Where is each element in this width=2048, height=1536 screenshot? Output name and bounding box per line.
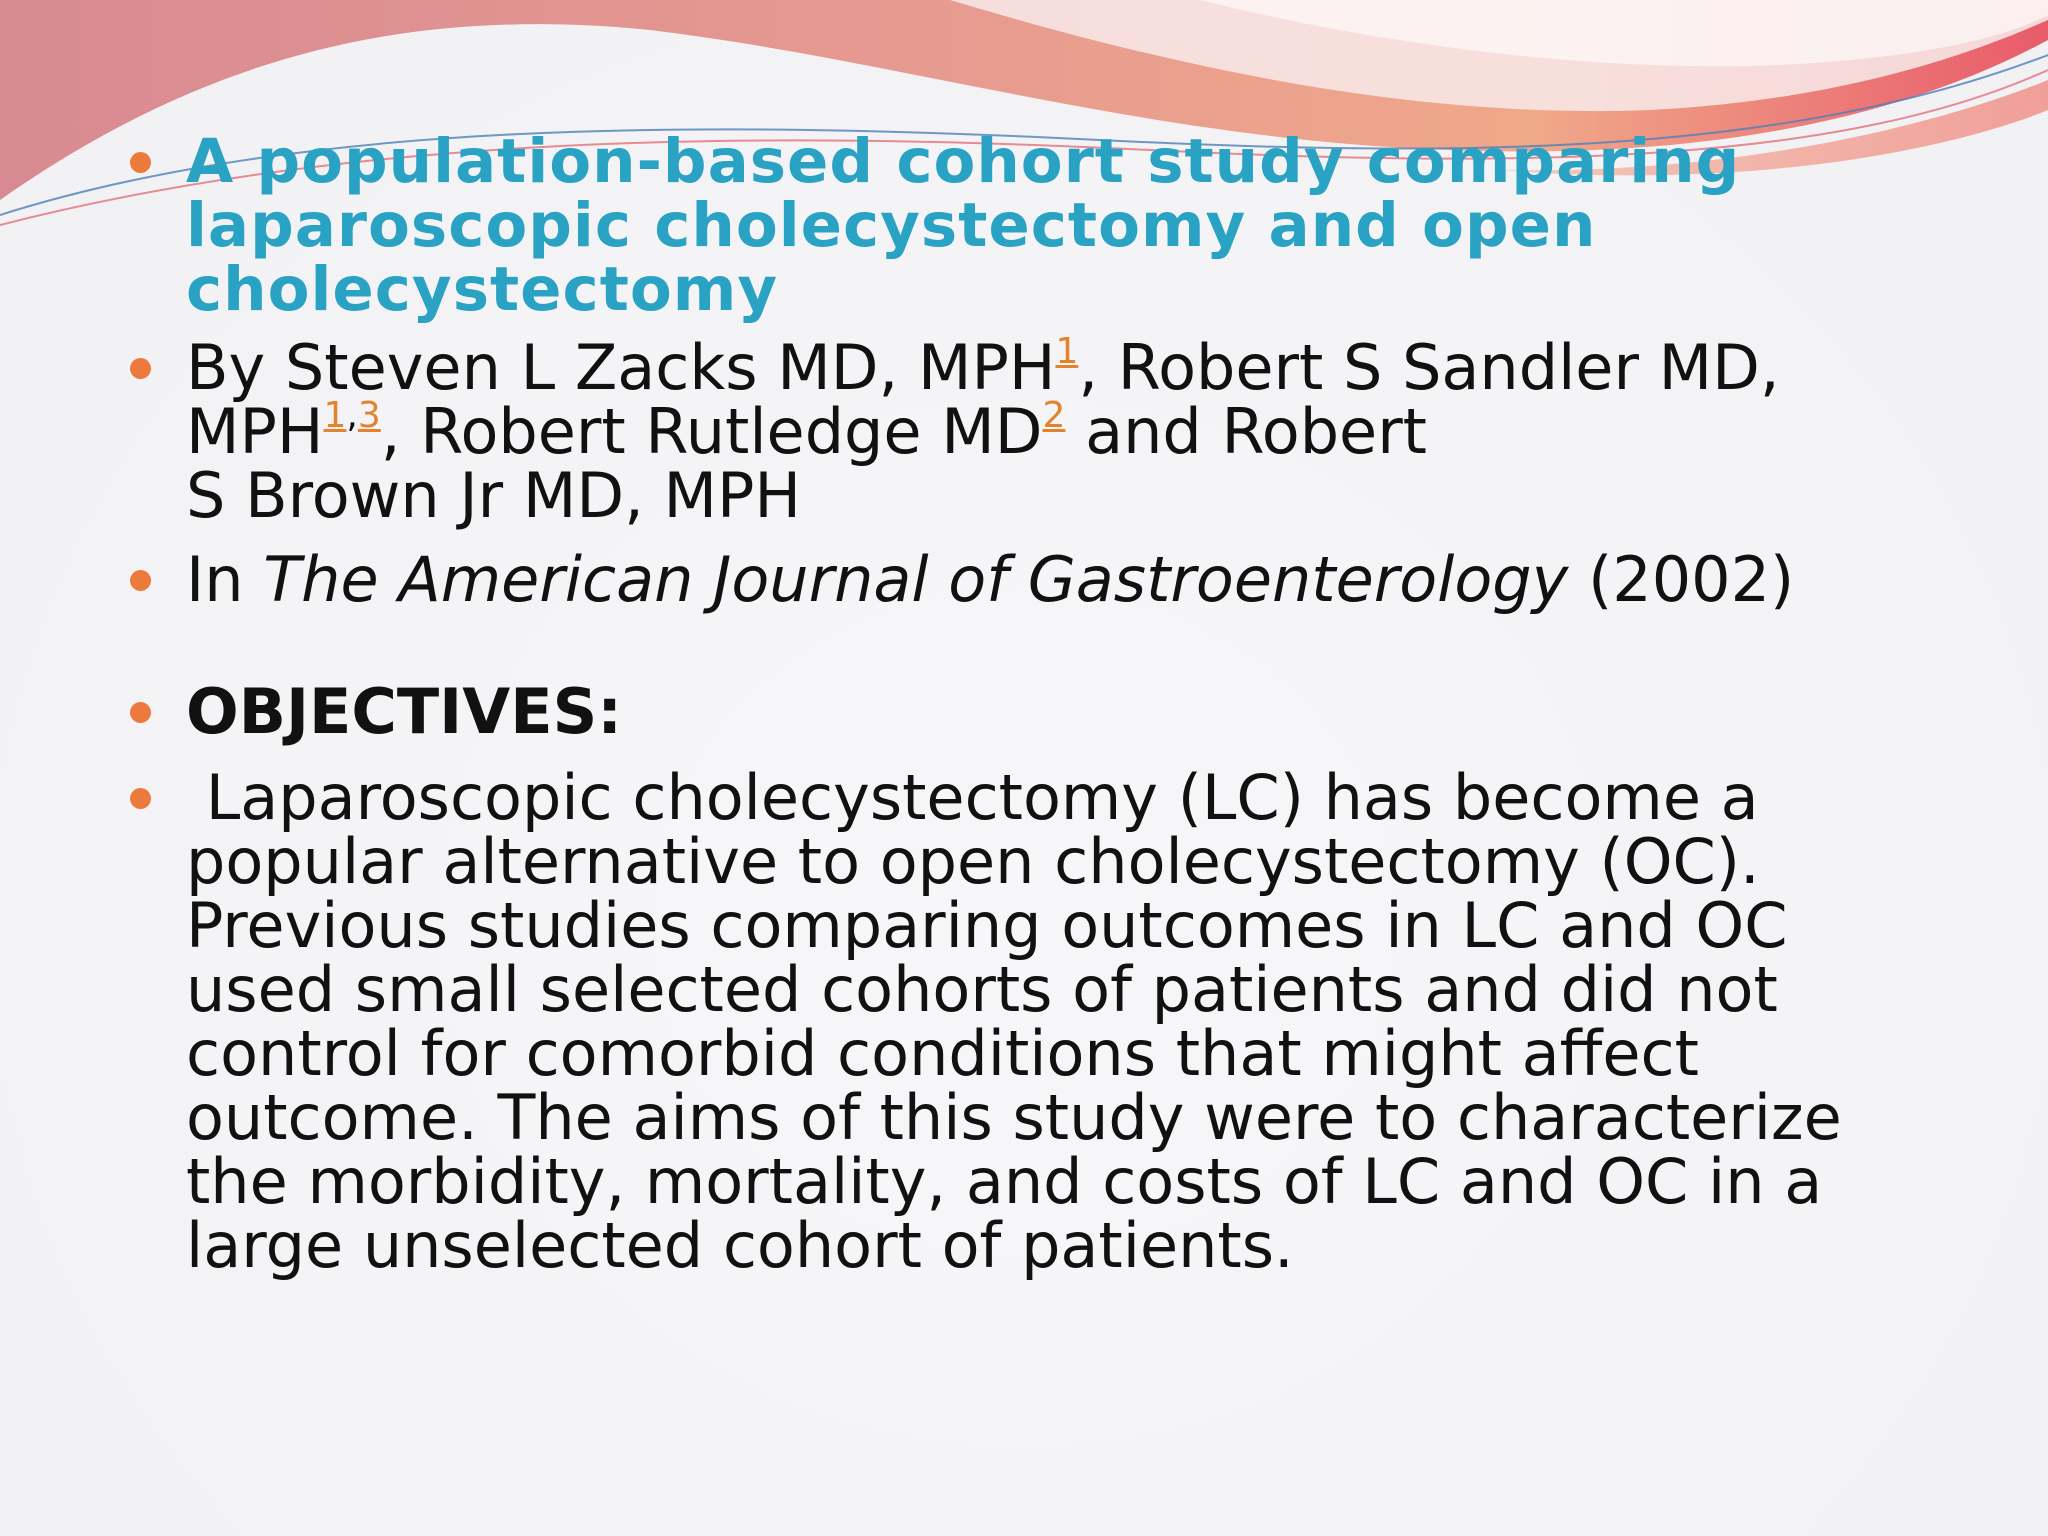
objectives-line: Previous studies comparing outcomes in LC and OC	[186, 889, 1788, 962]
bullet-dot-icon	[130, 702, 151, 723]
authors-line-1	[186, 331, 1930, 404]
objectives-heading-bullet	[130, 675, 1930, 748]
objectives-line: outcome. The aims of this study were to characterize	[186, 1081, 1842, 1154]
author-text: , Robert Rutledge MD	[380, 395, 1043, 468]
author-text: MPH	[186, 395, 324, 468]
footnote-separator: ,	[346, 395, 358, 436]
slide-content	[130, 126, 1930, 1282]
footnote-link[interactable]: 3	[357, 395, 381, 436]
objectives-line: used small selected cohorts of patients and did not	[186, 953, 1778, 1026]
journal-name: The American Journal of Gastroenterology	[263, 543, 1569, 616]
bullet-dot-icon	[130, 570, 151, 591]
authors-bullet	[130, 331, 1930, 532]
bullet-dot-icon	[130, 358, 151, 379]
objectives-line: large unselected cohort of patients.	[186, 1209, 1294, 1282]
title-line: A population-based cohort study comparing	[186, 126, 1741, 197]
authors-line-2	[186, 395, 1930, 468]
objectives-line: the morbidity, mortality, and costs of LC and OC in a	[186, 1145, 1823, 1218]
footnote-link[interactable]: 2	[1042, 395, 1066, 436]
bullet-dot-icon	[130, 788, 151, 809]
objectives-line: Laparoscopic cholecystectomy (LC) has become a	[186, 761, 1759, 834]
authors-line-3: S Brown Jr MD, MPH	[186, 459, 802, 532]
journal-bullet	[130, 543, 1930, 616]
footnote-link[interactable]: 1	[323, 395, 347, 436]
objectives-line: popular alternative to open cholecystectomy (OC).	[186, 825, 1760, 898]
journal-year: (2002)	[1568, 543, 1795, 616]
objectives-heading: OBJECTIVES:	[186, 675, 623, 748]
objectives-body-bullet	[130, 761, 1930, 1282]
title-line: cholecystectomy	[186, 254, 779, 325]
author-text: , Robert S Sandler MD,	[1078, 331, 1780, 404]
title-line: laparoscopic cholecystectomy and open	[186, 190, 1597, 261]
journal-prefix: In	[186, 543, 264, 616]
author-text: and Robert	[1065, 395, 1427, 468]
author-text: By Steven L Zacks MD, MPH	[186, 331, 1056, 404]
objectives-line: control for comorbid conditions that might affect	[186, 1017, 1699, 1090]
footnote-link[interactable]: 1	[1055, 331, 1079, 372]
bullet-list	[130, 126, 1930, 1282]
title-bullet	[130, 126, 1930, 325]
bullet-dot-icon	[130, 152, 151, 173]
